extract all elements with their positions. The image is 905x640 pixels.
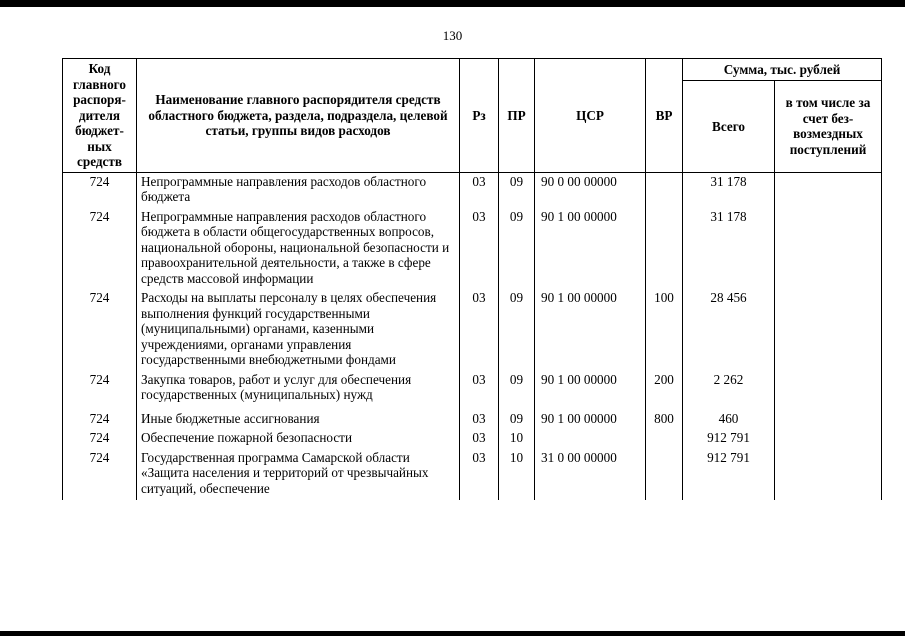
cell-code: 724 xyxy=(63,172,137,209)
header-incl: в том числе за счет без- возмездных поступлений xyxy=(775,81,882,173)
cell-vr xyxy=(646,172,683,209)
cell-rz: 03 xyxy=(460,430,499,450)
header-rz: Рз xyxy=(460,59,499,173)
cell-total: 912 791 xyxy=(683,450,775,501)
cell-incl xyxy=(775,430,882,450)
cell-incl xyxy=(775,450,882,501)
cell-vr xyxy=(646,430,683,450)
cell-pr: 10 xyxy=(499,430,535,450)
top-border-bar xyxy=(0,0,905,7)
bottom-border-bar xyxy=(0,631,905,636)
cell-pr: 09 xyxy=(499,372,535,411)
cell-total: 912 791 xyxy=(683,430,775,450)
cell-name: Государственная программа Самарской области «Защита населения и территорий от чрезвычайных ситуаций, обеспечение xyxy=(137,450,460,501)
cell-code: 724 xyxy=(63,450,137,501)
cell-name: Обеспечение пожарной безопасности xyxy=(137,430,460,450)
cell-total: 31 178 xyxy=(683,172,775,209)
cell-vr: 200 xyxy=(646,372,683,411)
cell-csr: 90 0 00 00000 xyxy=(535,172,646,209)
cell-total: 460 xyxy=(683,411,775,431)
header-code: Код главного распоря- дителя бюджет- ных средств xyxy=(63,59,137,173)
table-row xyxy=(63,172,882,209)
cell-total: 31 178 xyxy=(683,209,775,291)
cell-incl xyxy=(775,290,882,372)
cell-vr xyxy=(646,209,683,291)
table-row xyxy=(63,411,882,431)
cell-code: 724 xyxy=(63,290,137,372)
table-row xyxy=(63,430,882,450)
cell-incl xyxy=(775,172,882,209)
cell-csr: 90 1 00 00000 xyxy=(535,290,646,372)
cell-pr: 09 xyxy=(499,172,535,209)
cell-incl xyxy=(775,372,882,411)
cell-name: Непрограммные направления расходов областного бюджета xyxy=(137,172,460,209)
header-name: Наименование главного распорядителя средств областного бюджета, раздела, подраздела, целевой статьи, группы видов расходов xyxy=(137,59,460,173)
cell-csr: 90 1 00 00000 xyxy=(535,209,646,291)
cell-name: Иные бюджетные ассигнования xyxy=(137,411,460,431)
cell-rz: 03 xyxy=(460,209,499,291)
cell-code: 724 xyxy=(63,372,137,411)
table-row xyxy=(63,450,882,501)
cell-code: 724 xyxy=(63,430,137,450)
table-row xyxy=(63,290,882,372)
cell-pr: 09 xyxy=(499,411,535,431)
page-number: 130 xyxy=(442,28,463,43)
header-pr: ПР xyxy=(499,59,535,173)
cell-total: 2 262 xyxy=(683,372,775,411)
cell-vr xyxy=(646,450,683,501)
header-csr: ЦСР xyxy=(535,59,646,173)
cell-name: Закупка товаров, работ и услуг для обеспечения государственных (муниципальных) нужд xyxy=(137,372,460,411)
cell-rz: 03 xyxy=(460,172,499,209)
cell-code: 724 xyxy=(63,209,137,291)
table-row xyxy=(63,372,882,411)
cell-csr xyxy=(535,430,646,450)
cell-pr: 09 xyxy=(499,290,535,372)
cell-name: Расходы на выплаты персоналу в целях обеспечения выполнения функций государственными (муниципальными) органами, казенными учреждениями, органами управления государственными внебюджетными фондами xyxy=(137,290,460,372)
budget-table xyxy=(62,58,882,500)
cell-rz: 03 xyxy=(460,450,499,501)
header-total: Всего xyxy=(683,81,775,173)
cell-csr: 90 1 00 00000 xyxy=(535,372,646,411)
cell-csr: 31 0 00 00000 xyxy=(535,450,646,501)
cell-pr: 10 xyxy=(499,450,535,501)
cell-csr: 90 1 00 00000 xyxy=(535,411,646,431)
table-row xyxy=(63,209,882,291)
cell-rz: 03 xyxy=(460,411,499,431)
cell-total: 28 456 xyxy=(683,290,775,372)
cell-pr: 09 xyxy=(499,209,535,291)
cell-incl xyxy=(775,411,882,431)
cell-name: Непрограммные направления расходов областного бюджета в области общегосударственных вопросов, национальной обороны, национальной безопасности и правоохранительной деятельности, а также в сфере средств массовой информации xyxy=(137,209,460,291)
cell-code: 724 xyxy=(63,411,137,431)
cell-rz: 03 xyxy=(460,290,499,372)
header-sum: Сумма, тыс. рублей xyxy=(683,59,882,81)
cell-rz: 03 xyxy=(460,372,499,411)
cell-vr: 800 xyxy=(646,411,683,431)
cell-vr: 100 xyxy=(646,290,683,372)
header-vr: ВР xyxy=(646,59,683,173)
cell-incl xyxy=(775,209,882,291)
